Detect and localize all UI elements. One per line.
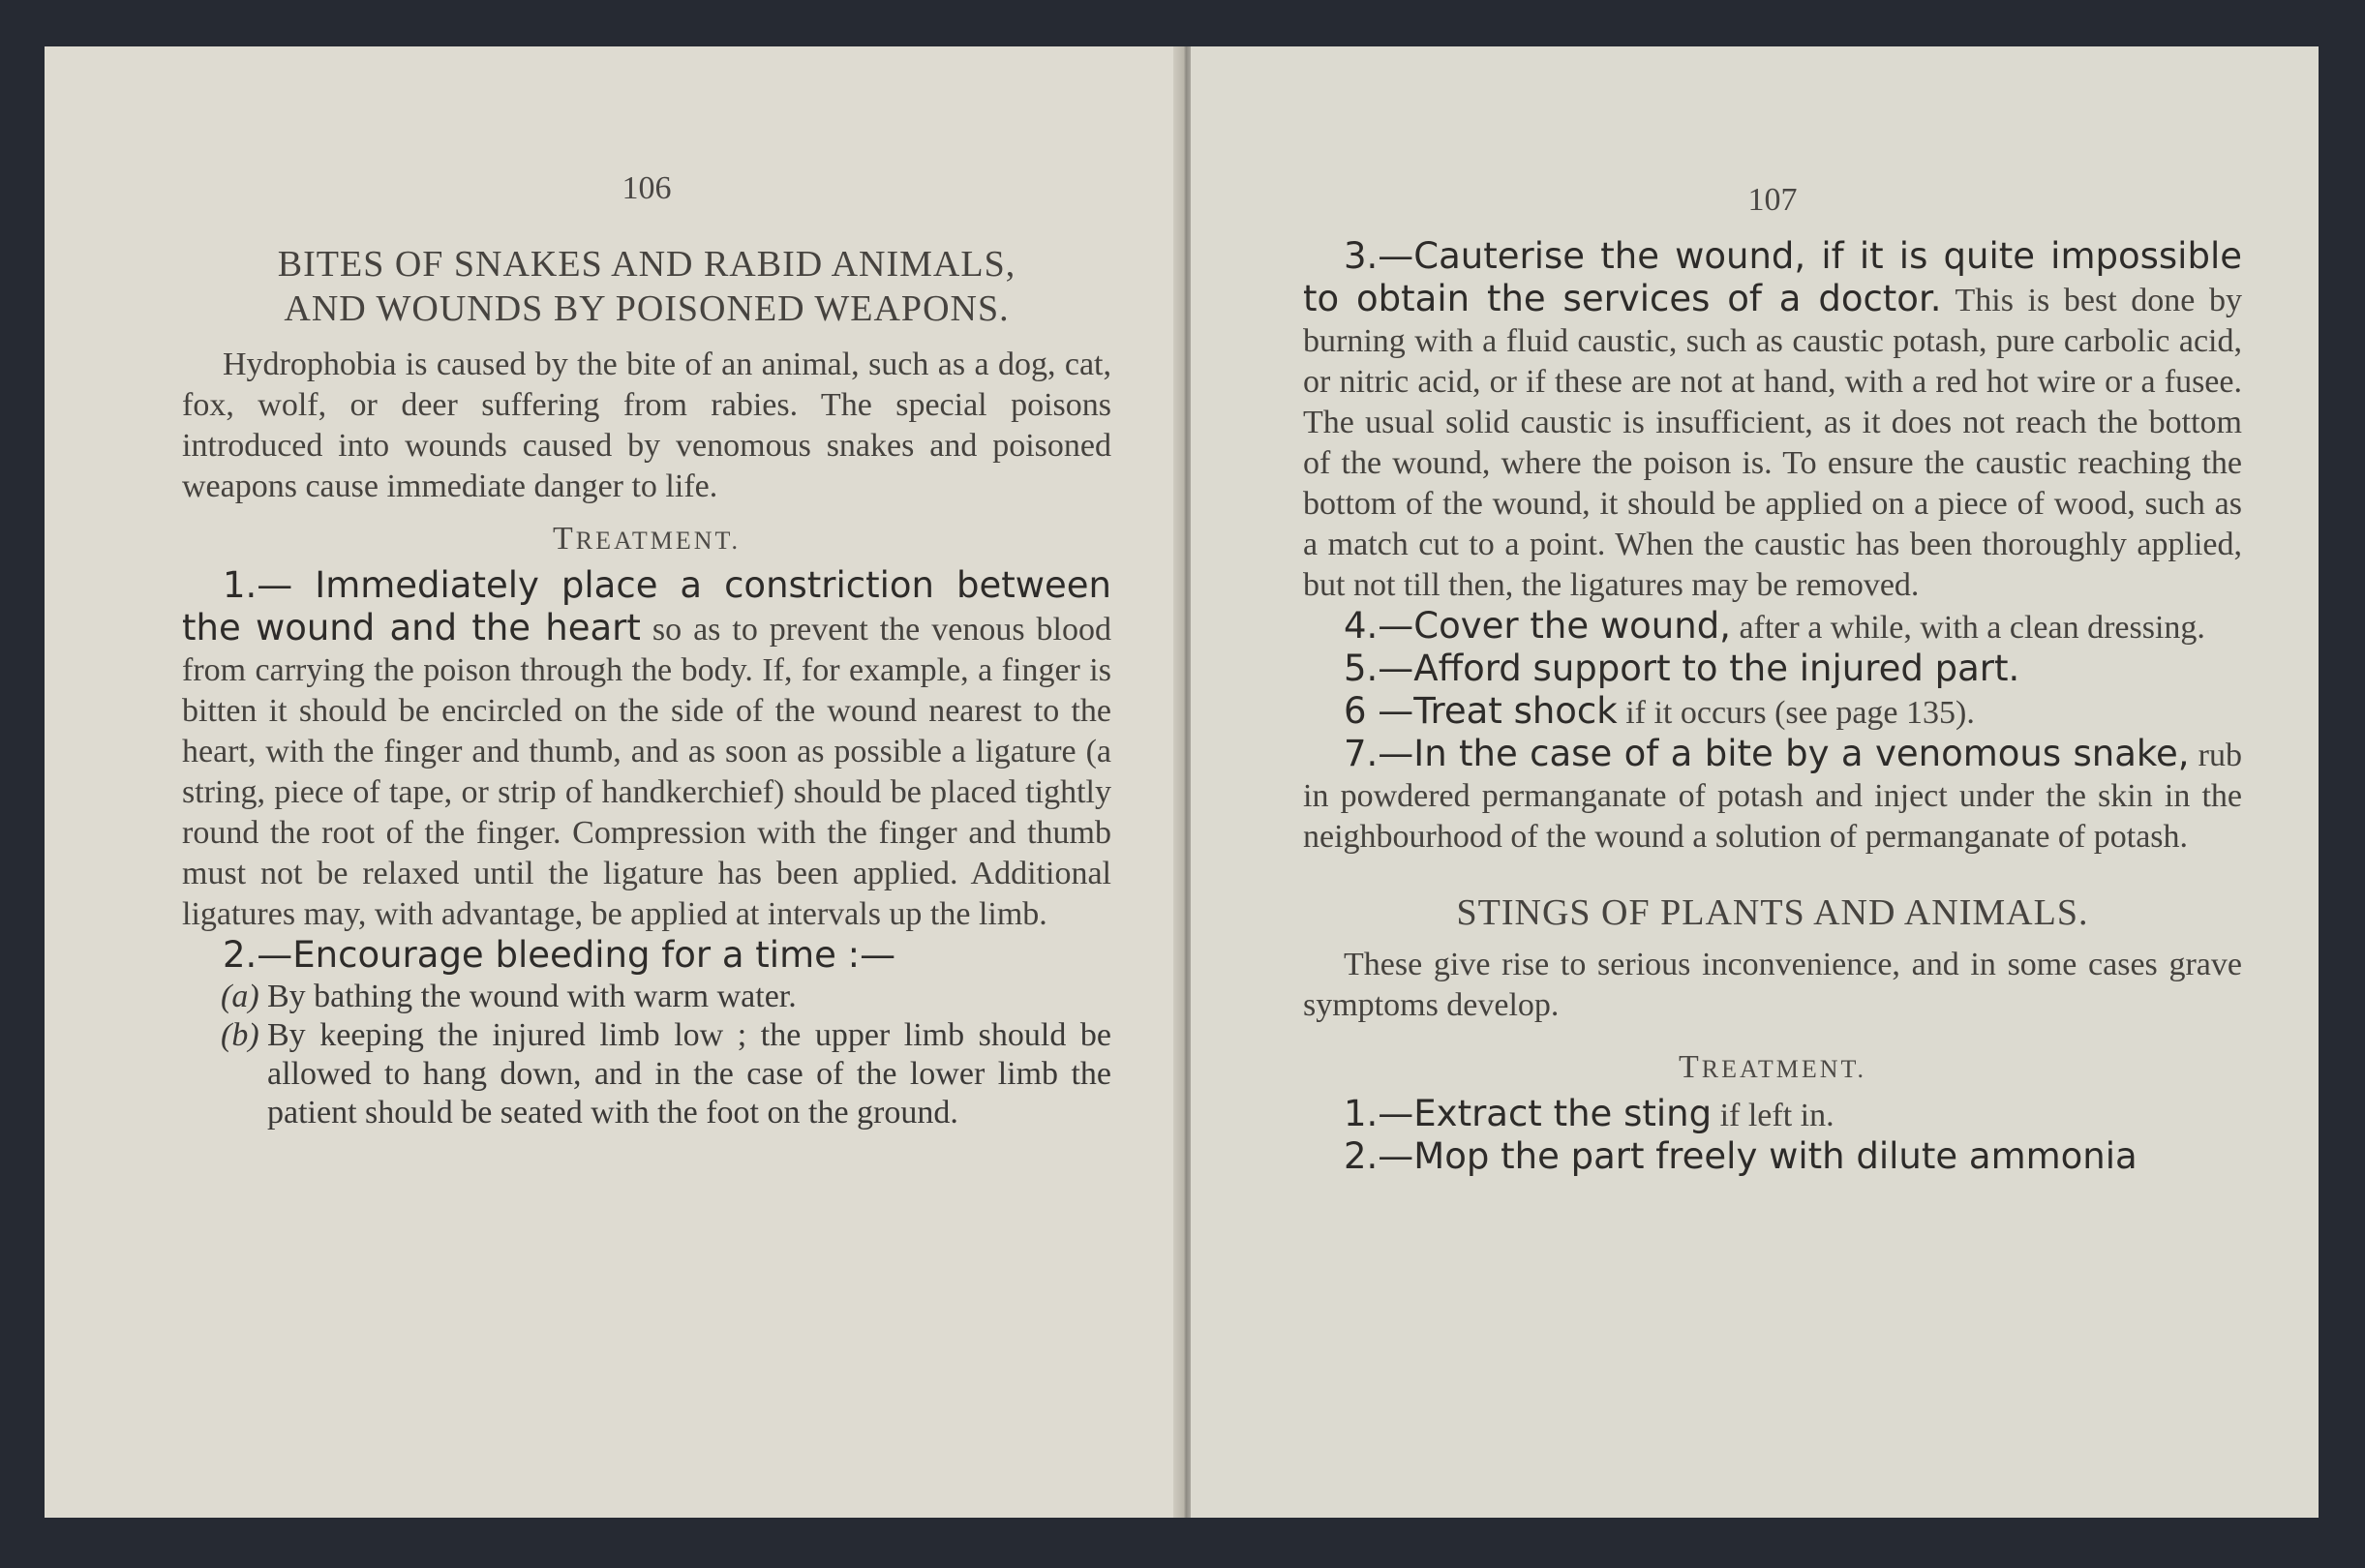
stings-intro-paragraph: These give rise to serious inconvenience, and in some cases grave symptoms develop. xyxy=(1303,947,2242,1023)
stings-section-title: STINGS OF PLANTS AND ANIMALS. xyxy=(1456,892,2089,933)
item-lead: 4.—Cover the wound, xyxy=(1344,605,1731,647)
item-lead: 2.—Mop the part freely with dilute ammonia xyxy=(1344,1135,2138,1177)
sub-item-text: By bathing the wound with warm water. xyxy=(267,979,797,1014)
section-title-line-2: AND WOUNDS BY POISONED WEAPONS. xyxy=(284,288,1010,329)
sub-item-b xyxy=(182,1016,1111,1132)
sub-item-label: (a) xyxy=(221,979,259,1014)
treatment-heading: TREATMENT. xyxy=(552,521,741,557)
sub-item-a xyxy=(182,978,1111,1016)
page-number: 106 xyxy=(622,170,672,206)
stings-item-1 xyxy=(1303,1094,2242,1136)
treatment-item-5 xyxy=(1303,648,2242,691)
page-number: 107 xyxy=(1747,182,1798,218)
treatment-item-7 xyxy=(1303,734,2242,858)
left-page xyxy=(45,46,1183,1518)
right-page xyxy=(1191,46,2319,1518)
left-page-column xyxy=(182,170,1111,1132)
item-lead: 7.—In the case of a bite by a venomous snake, xyxy=(1344,733,2190,774)
item-lead: 3.—Cauterise the wound, if it is quite impossible to obtain the services of a doctor. xyxy=(1303,235,2242,319)
item-text: so as to prevent the venous blood from carrying the poison through the body. If, for example, a finger is bitten it should be encircled on the side of the wound nearest to the heart, with the finger and thumb, and as soon as possible a ligature (a string, piece of tape, or strip of handkerchief) should be placed tightly round the root of the finger. Compression with the finger and thumb must not be relaxed until the ligature has been applied. Additional ligatures may, with advantage, be applied at intervals up the limb. xyxy=(182,612,1111,932)
item-lead: 6 —Treat shock xyxy=(1344,690,1618,732)
item-text: rub in powdered permanganate of potash and inject under the skin in the neighbourhood of the wound a solution of permanganate of potash. xyxy=(1303,738,2242,855)
treatment-item-3 xyxy=(1303,236,2242,606)
item-text: after a while, with a clean dressing. xyxy=(1730,610,2205,646)
item-text: if it occurs (see page 135). xyxy=(1617,695,1975,731)
item-lead: 2.—Encourage bleeding for a time :— xyxy=(223,934,896,976)
item-text: if left in. xyxy=(1712,1098,1834,1133)
section-title-line-1: BITES OF SNAKES AND RABID ANIMALS, xyxy=(277,244,1016,285)
sub-item-text: By keeping the injured limb low ; the upper limb should be allowed to hang down, and in the case of the lower limb the patient should be seated with the foot on the ground. xyxy=(267,1017,1111,1131)
treatment-item-6 xyxy=(1303,691,2242,734)
stings-item-2 xyxy=(1303,1136,2242,1179)
treatment-item-4 xyxy=(1303,606,2242,648)
sub-item-label: (b) xyxy=(221,1017,259,1053)
item-lead: 5.—Afford support to the injured part. xyxy=(1344,648,2020,689)
intro-paragraph: Hydrophobia is caused by the bite of an animal, such as a dog, cat, fox, wolf, or deer suffering from rabies. The special poisons introduced into wounds caused by venomous snakes and poisoned weapons cause immediate danger to life. xyxy=(182,347,1111,504)
item-text: This is best done by burning with a fluid caustic, such as caustic potash, pure carbolic acid, or nitric acid, or if these are not at hand, with a red hot wire or a fusee. The usual solid caustic is insufficient, as it does not reach the bottom of the wound, where the poison is. To ensure the caustic reaching the bottom of the wound, it should be applied on a piece of wood, such as a match cut to a point. When the caustic has been thoroughly applied, but not till then, the ligatures may be removed. xyxy=(1303,283,2242,603)
item-lead: 1.— Immediately place a constriction between the wound and the heart xyxy=(182,564,1111,648)
treatment-heading: TREATMENT. xyxy=(1678,1049,1866,1085)
treatment-item-1 xyxy=(182,565,1111,935)
item-lead: 1.—Extract the sting xyxy=(1344,1093,1713,1134)
treatment-item-2 xyxy=(182,935,1111,978)
right-page-column xyxy=(1303,182,2242,1179)
